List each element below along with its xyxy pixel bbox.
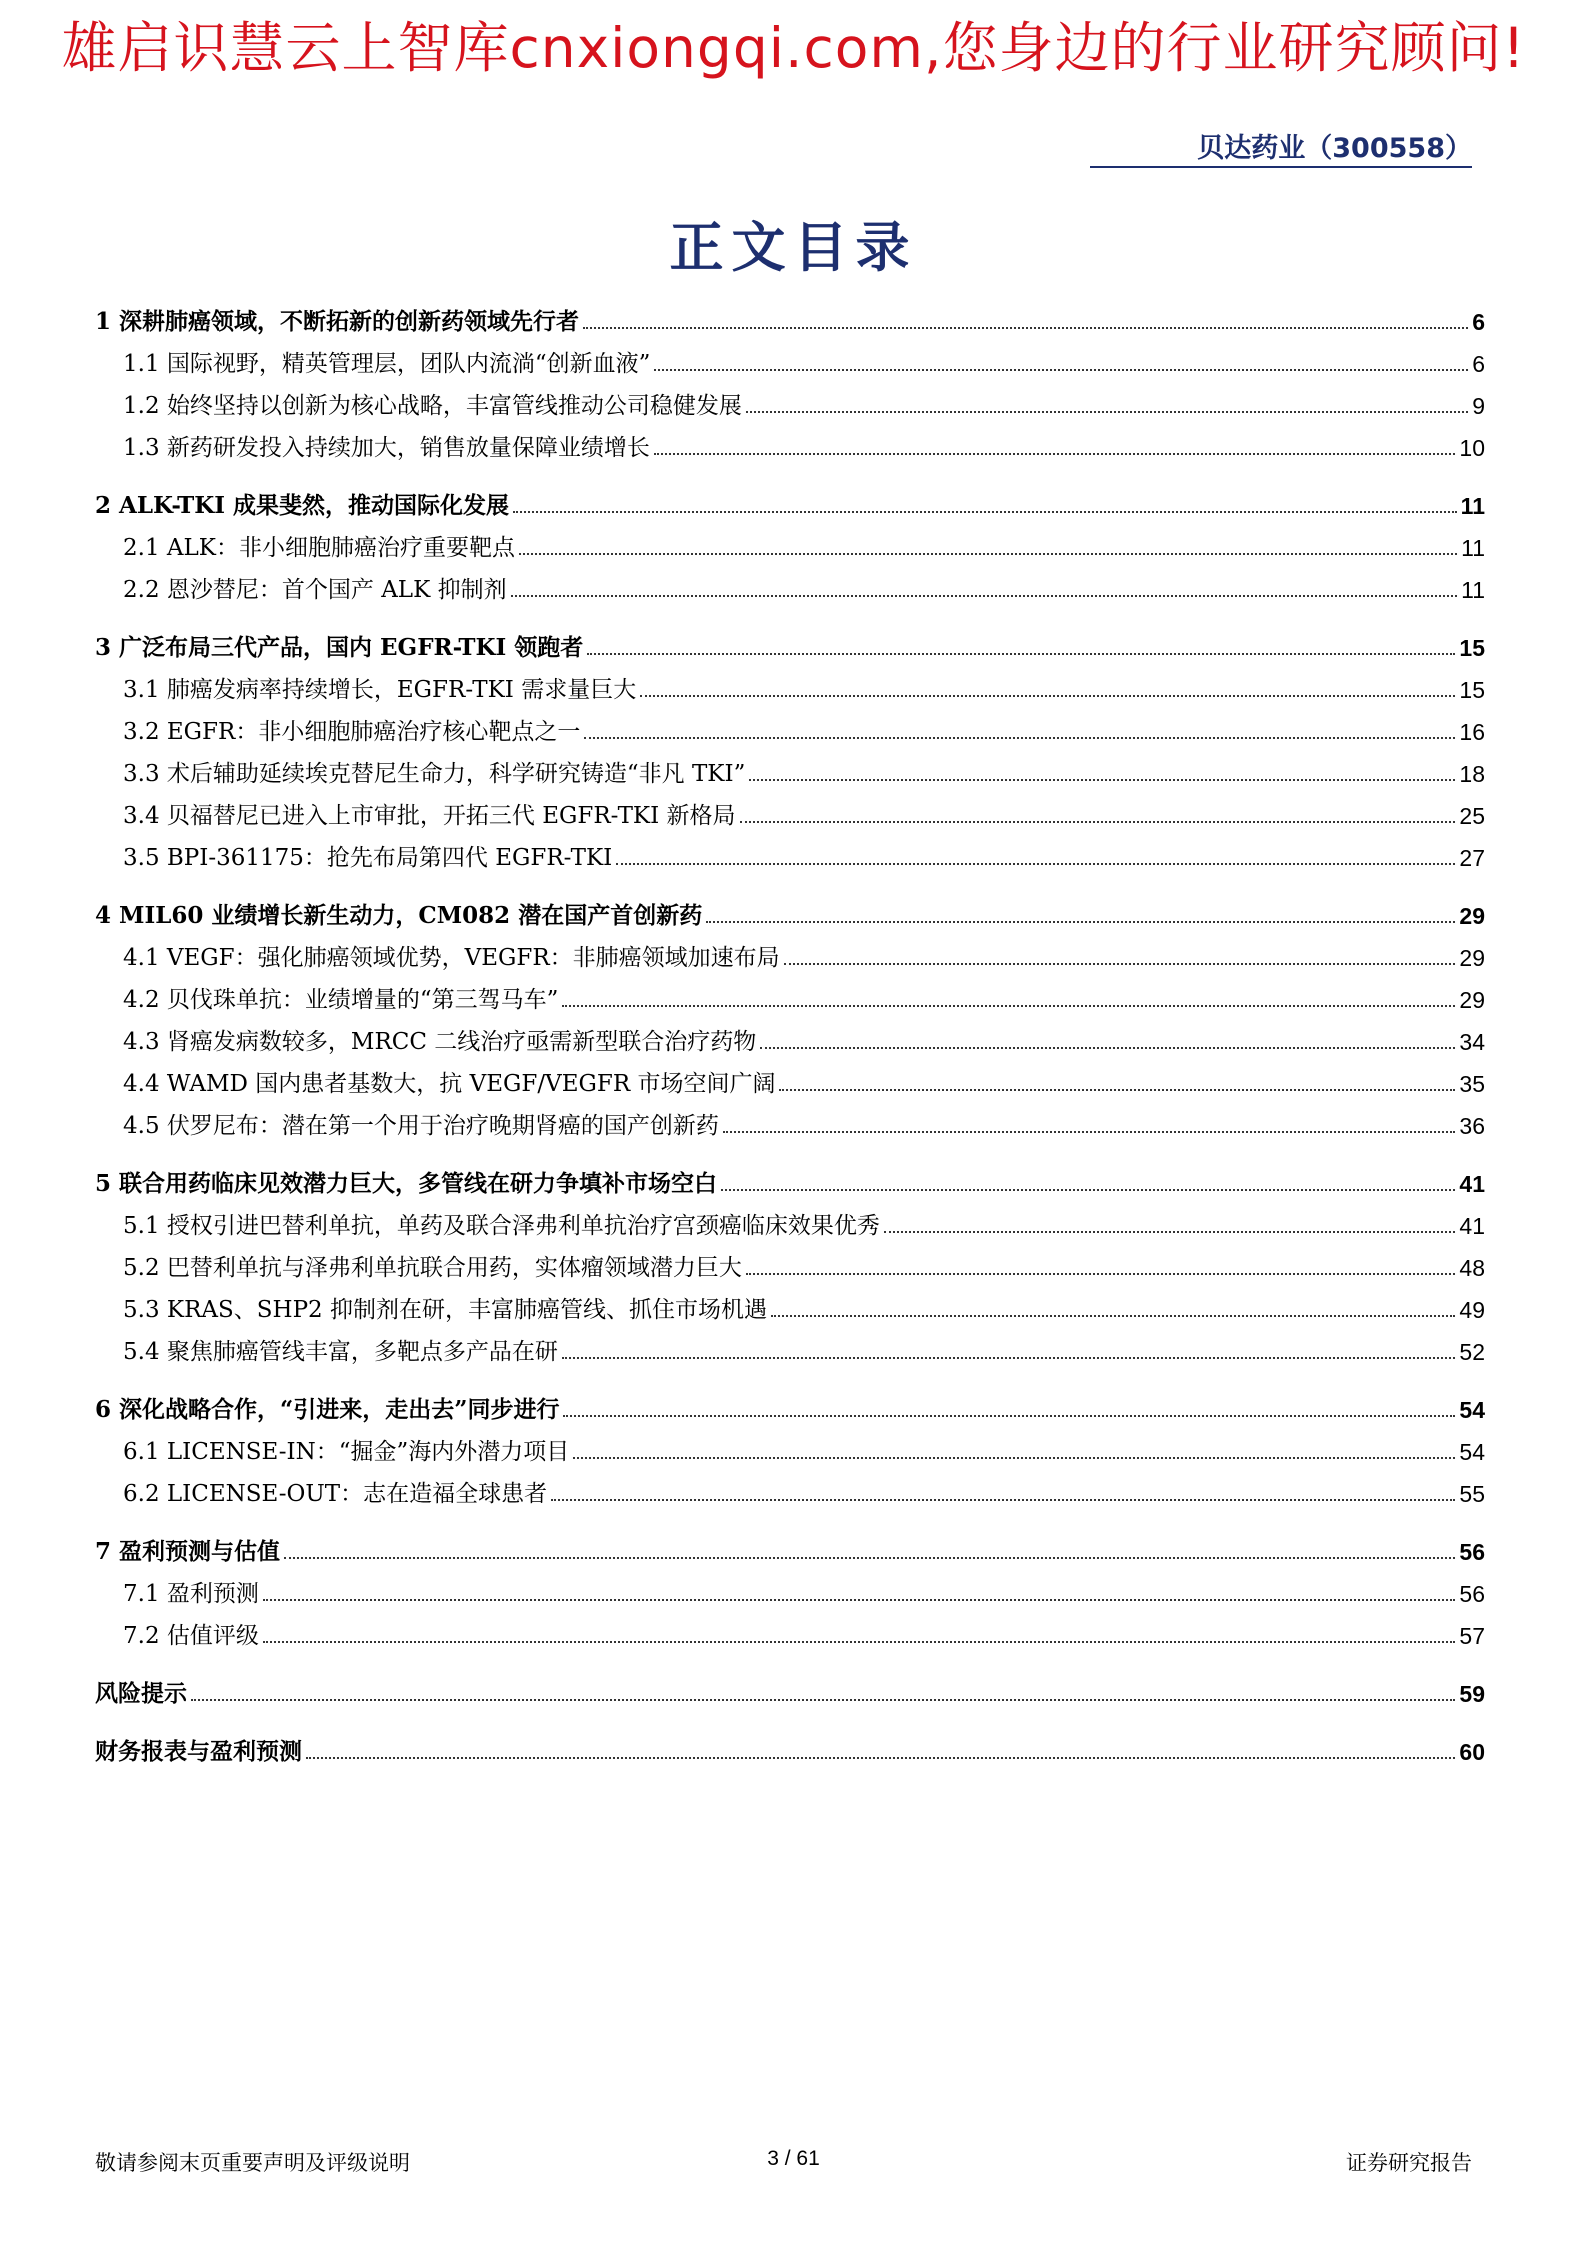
toc-entry-label: 5.4 聚焦肺癌管线丰富，多靶点多产品在研 (123, 1339, 558, 1365)
toc-subsection-entry[interactable] (95, 1466, 1485, 1508)
toc-entry-label: 1 深耕肺癌领域，不断拓新的创新药领域先行者 (95, 308, 580, 335)
toc-page-number: 6 (1472, 351, 1485, 377)
toc-page-number: 15 (1459, 635, 1485, 661)
toc-subsection-entry[interactable] (95, 1324, 1485, 1366)
toc-page-number: 29 (1459, 903, 1485, 929)
page-title: 正文目录 (669, 215, 918, 279)
toc-entry-label: 3.5 BPI-361175：抢先布局第四代 EGFR-TKI (123, 845, 613, 871)
toc-section-entry[interactable] (95, 620, 1485, 662)
toc-entry-label: 1.1 国际视野，精英管理层，团队内流淌“创新血液” (123, 351, 651, 377)
page-indicator: 3 / 61 (767, 2147, 820, 2170)
toc-subsection-entry[interactable] (95, 704, 1485, 746)
toc-subsection-entry[interactable] (95, 1608, 1485, 1650)
toc-page-number: 59 (1459, 1681, 1485, 1707)
toc-dot-leader (779, 1089, 1455, 1091)
toc-dot-leader (760, 1047, 1455, 1049)
toc-section-entry[interactable] (95, 888, 1485, 930)
toc-page-number: 54 (1459, 1439, 1485, 1465)
toc-page-number: 9 (1472, 393, 1485, 419)
toc-dot-leader (519, 553, 1457, 555)
toc-dot-leader (583, 327, 1468, 329)
header-divider (1090, 166, 1472, 168)
toc-entry-label: 3.2 EGFR：非小细胞肺癌治疗核心靶点之一 (123, 719, 581, 745)
toc-page-number: 41 (1459, 1213, 1485, 1239)
toc-subsection-entry[interactable] (95, 1424, 1485, 1466)
toc-page-number: 60 (1459, 1739, 1485, 1765)
toc-subsection-entry[interactable] (95, 1282, 1485, 1324)
toc-page-number: 18 (1459, 761, 1485, 787)
toc-page-number: 52 (1459, 1339, 1485, 1365)
toc-entry-label: 2 ALK-TKI 成果斐然，推动国际化发展 (95, 492, 509, 519)
toc-dot-leader (784, 963, 1456, 965)
toc-entry-label: 3 广泛布局三代产品，国内 EGFR-TKI 领跑者 (95, 634, 584, 661)
toc-subsection-entry[interactable] (95, 1056, 1485, 1098)
toc-subsection-entry[interactable] (95, 746, 1485, 788)
toc-entry-label: 6.2 LICENSE-OUT：志在造福全球患者 (123, 1481, 548, 1507)
toc-entry-label: 5.1 授权引进巴替利单抗，单药及联合泽弗利单抗治疗宫颈癌临床效果优秀 (123, 1213, 880, 1239)
toc-dot-leader (513, 511, 1457, 513)
toc-dot-leader (562, 1005, 1455, 1007)
toc-entry-label: 5.3 KRAS、SHP2 抑制剂在研，丰富肺癌管线、抓住市场机遇 (123, 1297, 767, 1323)
toc-dot-leader (721, 1189, 1455, 1191)
toc-dot-leader (551, 1499, 1455, 1501)
toc-entry-label: 6 深化战略合作，“引进来，走出去”同步进行 (95, 1396, 560, 1423)
toc-entry-label: 3.3 术后辅助延续埃克替尼生命力，科学研究铸造“非凡 TKI” (123, 761, 746, 787)
toc-page-number: 54 (1459, 1397, 1485, 1423)
toc-subsection-entry[interactable] (95, 562, 1485, 604)
site-banner[interactable]: 雄启识慧云上智库cnxiongqi.com,您身边的行业研究顾问! (61, 16, 1526, 80)
toc-page-number: 27 (1459, 845, 1485, 871)
toc-page-number: 16 (1459, 719, 1485, 745)
toc-entry-label: 4 MIL60 业绩增长新生动力，CM082 潜在国产首创新药 (95, 902, 703, 929)
toc-page-number: 34 (1459, 1029, 1485, 1055)
toc-subsection-entry[interactable] (95, 1198, 1485, 1240)
toc-subsection-entry[interactable] (95, 1240, 1485, 1282)
toc-page-number: 15 (1459, 677, 1485, 703)
toc-entry-label: 2.2 恩沙替尼：首个国产 ALK 抑制剂 (123, 577, 507, 603)
toc-dot-leader (884, 1231, 1456, 1233)
toc-entry-label: 1.3 新药研发投入持续加大，销售放量保障业绩增长 (123, 435, 650, 461)
toc-page-number: 11 (1460, 493, 1485, 519)
toc-subsection-entry[interactable] (95, 336, 1485, 378)
toc-entry-label: 3.4 贝福替尼已进入上市审批，开拓三代 EGFR-TKI 新格局 (123, 803, 736, 829)
toc-entry-label: 5.2 巴替利单抗与泽弗利单抗联合用药，实体瘤领域潜力巨大 (123, 1255, 742, 1281)
toc-dot-leader (562, 1357, 1456, 1359)
toc-dot-leader (263, 1599, 1456, 1601)
toc-dot-leader (771, 1315, 1455, 1317)
toc-section-entry[interactable] (95, 1524, 1485, 1566)
toc-section-entry[interactable] (95, 1666, 1485, 1708)
toc-dot-leader (654, 369, 1468, 371)
toc-dot-leader (746, 1273, 1456, 1275)
toc-subsection-entry[interactable] (95, 1566, 1485, 1608)
toc-page-number: 56 (1459, 1581, 1485, 1607)
toc-entry-label: 2.1 ALK：非小细胞肺癌治疗重要靶点 (123, 535, 515, 561)
toc-page-number: 56 (1459, 1539, 1485, 1565)
toc-dot-leader (749, 779, 1455, 781)
toc-section-entry[interactable] (95, 294, 1485, 336)
toc-page-number: 11 (1461, 577, 1485, 603)
toc-dot-leader (306, 1757, 1455, 1759)
toc-dot-leader (191, 1699, 1455, 1701)
toc-entry-label: 3.1 肺癌发病率持续增长，EGFR-TKI 需求量巨大 (123, 677, 637, 703)
toc-entry-label: 7.1 盈利预测 (123, 1581, 259, 1607)
table-of-contents (95, 294, 1485, 1766)
toc-subsection-entry[interactable] (95, 930, 1485, 972)
toc-entry-label: 7 盈利预测与估值 (95, 1538, 281, 1565)
toc-page-number: 57 (1459, 1623, 1485, 1649)
toc-subsection-entry[interactable] (95, 788, 1485, 830)
toc-dot-leader (511, 595, 1458, 597)
toc-entry-label: 4.4 WAMD 国内患者基数大，抗 VEGF/VEGFR 市场空间广阔 (123, 1071, 776, 1097)
company-header: 贝达药业（300558） (1197, 133, 1472, 164)
toc-entry-label: 4.1 VEGF：强化肺癌领域优势，VEGFR：非肺癌领域加速布局 (123, 945, 780, 971)
toc-dot-leader (573, 1457, 1455, 1459)
toc-page-number: 35 (1459, 1071, 1485, 1097)
toc-entry-label: 1.2 始终坚持以创新为核心战略，丰富管线推动公司稳健发展 (123, 393, 742, 419)
toc-page-number: 29 (1459, 987, 1485, 1013)
toc-page-number: 49 (1459, 1297, 1485, 1323)
toc-subsection-entry[interactable] (95, 378, 1485, 420)
toc-page-number: 11 (1461, 535, 1485, 561)
toc-subsection-entry[interactable] (95, 1098, 1485, 1140)
toc-dot-leader (640, 695, 1455, 697)
toc-subsection-entry[interactable] (95, 972, 1485, 1014)
toc-dot-leader (654, 453, 1456, 455)
toc-section-entry[interactable] (95, 1724, 1485, 1766)
toc-page-number: 48 (1459, 1255, 1485, 1281)
toc-dot-leader (587, 653, 1455, 655)
toc-page-number: 10 (1459, 435, 1485, 461)
toc-dot-leader (746, 411, 1468, 413)
toc-dot-leader (706, 921, 1455, 923)
footer-disclaimer: 敬请参阅末页重要声明及评级说明 (95, 2151, 410, 2175)
toc-subsection-entry[interactable] (95, 662, 1485, 704)
toc-section-entry[interactable] (95, 478, 1485, 520)
toc-entry-label: 7.2 估值评级 (123, 1623, 259, 1649)
toc-entry-label: 5 联合用药临床见效潜力巨大，多管线在研力争填补市场空白 (95, 1170, 718, 1197)
toc-subsection-entry[interactable] (95, 520, 1485, 562)
toc-section-entry[interactable] (95, 1382, 1485, 1424)
toc-entry-label: 4.5 伏罗尼布：潜在第一个用于治疗晚期肾癌的国产创新药 (123, 1113, 719, 1139)
toc-page-number: 55 (1459, 1481, 1485, 1507)
toc-subsection-entry[interactable] (95, 830, 1485, 872)
toc-entry-label: 6.1 LICENSE-IN：“掘金”海内外潜力项目 (123, 1439, 570, 1465)
toc-entry-label: 4.3 肾癌发病数较多，MRCC 二线治疗亟需新型联合治疗药物 (123, 1029, 757, 1055)
toc-dot-leader (584, 737, 1455, 739)
toc-page-number: 41 (1459, 1171, 1485, 1197)
toc-entry-label: 风险提示 (95, 1680, 187, 1707)
toc-page-number: 29 (1459, 945, 1485, 971)
toc-page-number: 6 (1472, 309, 1485, 335)
toc-subsection-entry[interactable] (95, 420, 1485, 462)
toc-page-number: 25 (1459, 803, 1485, 829)
toc-dot-leader (284, 1557, 1455, 1559)
toc-subsection-entry[interactable] (95, 1014, 1485, 1056)
toc-entry-label: 4.2 贝伐珠单抗：业绩增量的“第三驾马车” (123, 987, 559, 1013)
toc-page-number: 36 (1459, 1113, 1485, 1139)
toc-dot-leader (263, 1641, 1456, 1643)
report-type: 证券研究报告 (1346, 2151, 1472, 2175)
toc-section-entry[interactable] (95, 1156, 1485, 1198)
toc-dot-leader (563, 1415, 1455, 1417)
toc-dot-leader (616, 863, 1455, 865)
toc-dot-leader (740, 821, 1456, 823)
toc-dot-leader (723, 1131, 1456, 1133)
toc-entry-label: 财务报表与盈利预测 (95, 1738, 302, 1765)
